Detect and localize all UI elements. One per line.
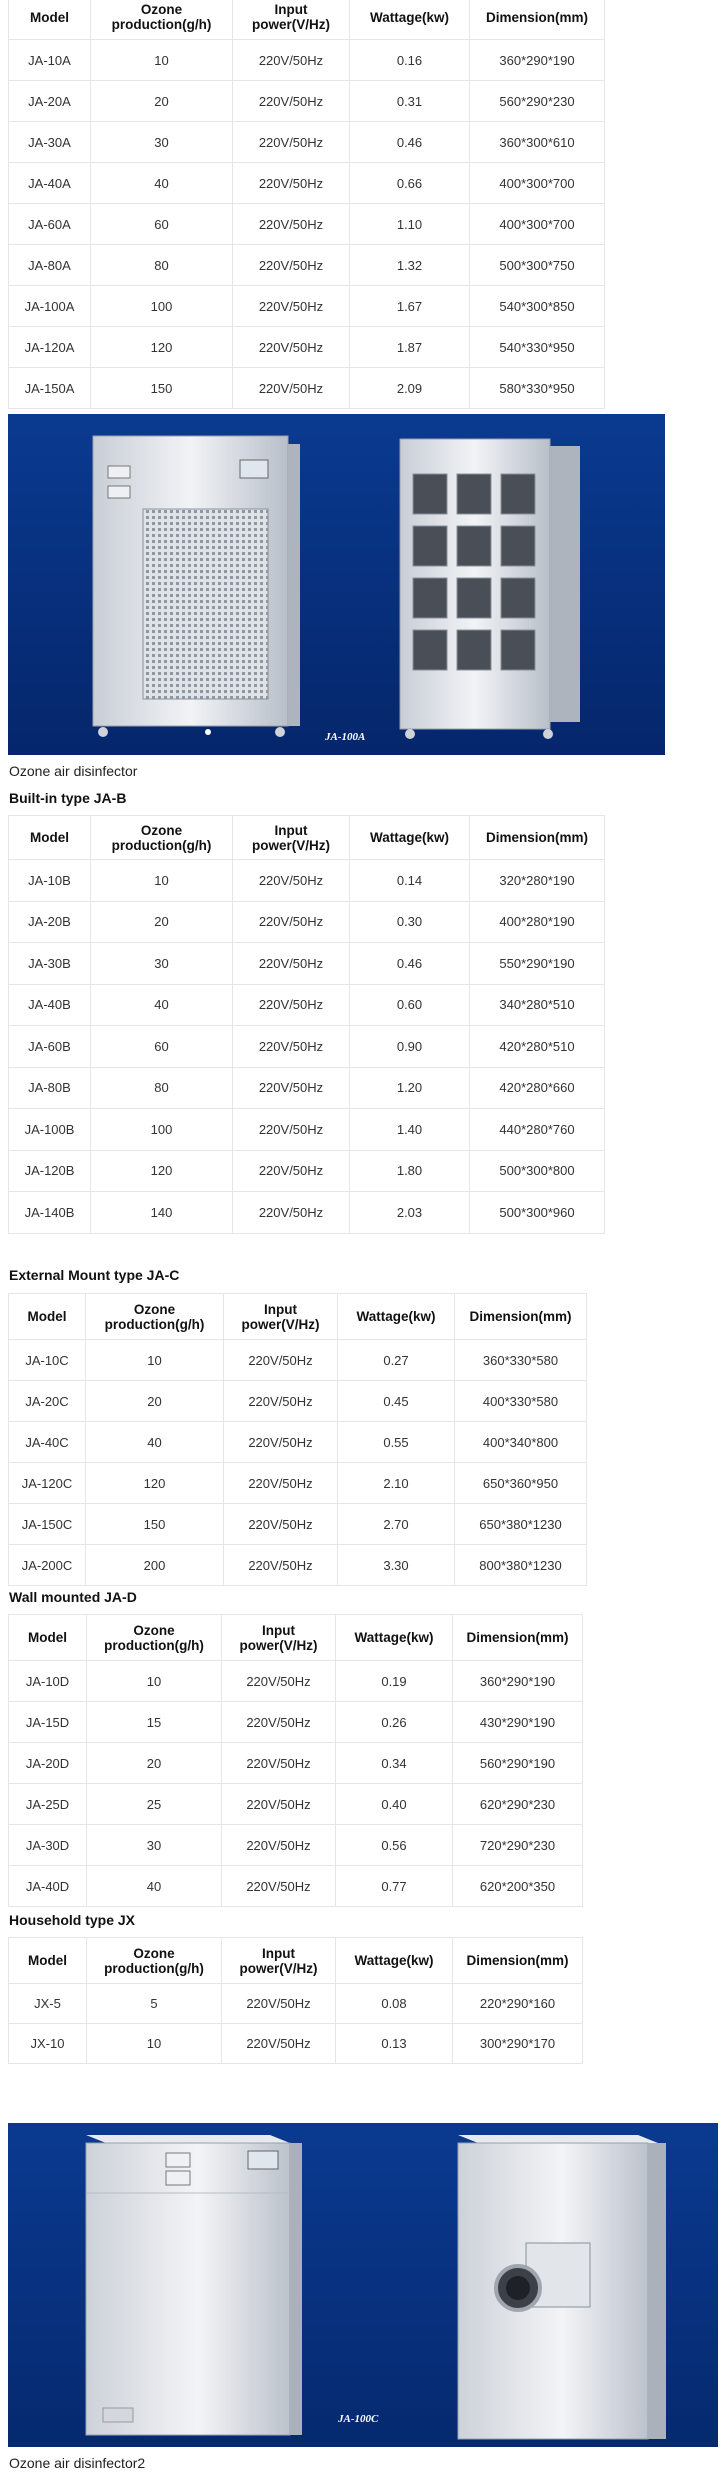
spec-table-jx bbox=[8, 1937, 583, 2064]
column-header-power: Input power(V/Hz) bbox=[224, 1294, 338, 1340]
cell-dimension: 620*200*350 bbox=[453, 1866, 583, 1907]
table-row bbox=[9, 1109, 605, 1151]
spec-table-ja-b bbox=[8, 815, 605, 1234]
table-row bbox=[9, 1463, 587, 1504]
column-header-wattage: Wattage(kw) bbox=[336, 1615, 453, 1661]
cell-power: 220V/50Hz bbox=[224, 1463, 338, 1504]
table-row bbox=[9, 1661, 583, 1702]
table-row bbox=[9, 1381, 587, 1422]
section-heading-jx: Household type JX bbox=[9, 1912, 136, 1928]
cell-ozone: 30 bbox=[91, 943, 233, 985]
table-header-row bbox=[9, 816, 605, 860]
table-row bbox=[9, 327, 605, 368]
cell-ozone: 10 bbox=[91, 860, 233, 902]
cell-wattage: 0.19 bbox=[336, 1661, 453, 1702]
column-header-dimension: Dimension(mm) bbox=[470, 0, 605, 40]
cell-model: JA-10D bbox=[9, 1661, 87, 1702]
cell-power: 220V/50Hz bbox=[224, 1545, 338, 1586]
column-header-ozone: Ozone production(g/h) bbox=[91, 816, 233, 860]
column-header-wattage: Wattage(kw) bbox=[350, 0, 470, 40]
section-heading-ja-c: External Mount type JA-C bbox=[9, 1267, 180, 1283]
cell-dimension: 360*290*190 bbox=[470, 40, 605, 81]
cell-power: 220V/50Hz bbox=[233, 40, 350, 81]
cell-dimension: 620*290*230 bbox=[453, 1784, 583, 1825]
table-row bbox=[9, 2024, 583, 2064]
cell-wattage: 0.46 bbox=[350, 122, 470, 163]
cell-ozone: 40 bbox=[91, 984, 233, 1026]
cell-model: JA-15D bbox=[9, 1702, 87, 1743]
column-header-ozone: Ozone production(g/h) bbox=[91, 0, 233, 40]
cell-ozone: 120 bbox=[86, 1463, 224, 1504]
table-row bbox=[9, 984, 605, 1026]
column-header-model: Model bbox=[9, 816, 91, 860]
cell-wattage: 0.56 bbox=[336, 1825, 453, 1866]
cell-power: 220V/50Hz bbox=[233, 901, 350, 943]
column-header-ozone: Ozone production(g/h) bbox=[86, 1294, 224, 1340]
column-header-model: Model bbox=[9, 1938, 87, 1984]
cell-dimension: 560*290*190 bbox=[453, 1743, 583, 1784]
cell-power: 220V/50Hz bbox=[233, 1026, 350, 1068]
cell-dimension: 400*300*700 bbox=[470, 163, 605, 204]
cell-wattage: 0.14 bbox=[350, 860, 470, 902]
cell-dimension: 540*300*850 bbox=[470, 286, 605, 327]
table-row bbox=[9, 368, 605, 409]
cell-dimension: 400*280*190 bbox=[470, 901, 605, 943]
cell-ozone: 120 bbox=[91, 1150, 233, 1192]
cell-model: JA-20B bbox=[9, 901, 91, 943]
cell-model: JA-10A bbox=[9, 40, 91, 81]
cell-dimension: 500*300*800 bbox=[470, 1150, 605, 1192]
cell-ozone: 10 bbox=[86, 1340, 224, 1381]
cell-ozone: 15 bbox=[87, 1702, 222, 1743]
cell-dimension: 540*330*950 bbox=[470, 327, 605, 368]
cell-wattage: 1.10 bbox=[350, 204, 470, 245]
table-row bbox=[9, 245, 605, 286]
cell-wattage: 0.08 bbox=[336, 1984, 453, 2024]
table-row bbox=[9, 163, 605, 204]
cell-power: 220V/50Hz bbox=[233, 1067, 350, 1109]
spec-table-ja-c bbox=[8, 1293, 587, 1586]
table-header-row bbox=[9, 1938, 583, 1984]
cell-ozone: 60 bbox=[91, 1026, 233, 1068]
table-row bbox=[9, 1784, 583, 1825]
cell-model: JA-120A bbox=[9, 327, 91, 368]
cell-power: 220V/50Hz bbox=[222, 1784, 336, 1825]
table-row bbox=[9, 1866, 583, 1907]
cell-power: 220V/50Hz bbox=[233, 163, 350, 204]
cell-wattage: 3.30 bbox=[338, 1545, 455, 1586]
cell-power: 220V/50Hz bbox=[233, 1150, 350, 1192]
cell-model: JA-30D bbox=[9, 1825, 87, 1866]
cell-dimension: 320*280*190 bbox=[470, 860, 605, 902]
column-header-dimension: Dimension(mm) bbox=[453, 1615, 583, 1661]
cell-wattage: 0.34 bbox=[336, 1743, 453, 1784]
cell-dimension: 650*380*1230 bbox=[455, 1504, 587, 1545]
cell-model: JA-80A bbox=[9, 245, 91, 286]
cell-ozone: 100 bbox=[91, 286, 233, 327]
cell-power: 220V/50Hz bbox=[222, 2024, 336, 2064]
cell-model: JA-200C bbox=[9, 1545, 86, 1586]
table-row bbox=[9, 943, 605, 985]
photo-model-label: JA-100C bbox=[338, 2413, 379, 2425]
table-row bbox=[9, 286, 605, 327]
cell-wattage: 0.45 bbox=[338, 1381, 455, 1422]
cell-power: 220V/50Hz bbox=[233, 245, 350, 286]
table-row bbox=[9, 1825, 583, 1866]
cell-wattage: 1.20 bbox=[350, 1067, 470, 1109]
cell-ozone: 10 bbox=[87, 2024, 222, 2064]
table-row bbox=[9, 1026, 605, 1068]
cell-dimension: 440*280*760 bbox=[470, 1109, 605, 1151]
table-row bbox=[9, 1743, 583, 1784]
cell-dimension: 400*340*800 bbox=[455, 1422, 587, 1463]
cell-ozone: 20 bbox=[87, 1743, 222, 1784]
cell-power: 220V/50Hz bbox=[233, 860, 350, 902]
table-row bbox=[9, 1984, 583, 2024]
table-row bbox=[9, 1192, 605, 1234]
cell-ozone: 150 bbox=[91, 368, 233, 409]
cell-wattage: 1.87 bbox=[350, 327, 470, 368]
cell-ozone: 140 bbox=[91, 1192, 233, 1234]
column-header-power: Input power(V/Hz) bbox=[222, 1615, 336, 1661]
cell-model: JA-20D bbox=[9, 1743, 87, 1784]
table-row bbox=[9, 1422, 587, 1463]
column-header-dimension: Dimension(mm) bbox=[470, 816, 605, 860]
cell-ozone: 80 bbox=[91, 245, 233, 286]
cell-model: JX-10 bbox=[9, 2024, 87, 2064]
cell-ozone: 60 bbox=[91, 204, 233, 245]
cell-dimension: 720*290*230 bbox=[453, 1825, 583, 1866]
column-header-power: Input power(V/Hz) bbox=[233, 816, 350, 860]
table-row bbox=[9, 1504, 587, 1545]
column-header-power: Input power(V/Hz) bbox=[222, 1938, 336, 1984]
cell-power: 220V/50Hz bbox=[233, 327, 350, 368]
cell-wattage: 0.40 bbox=[336, 1784, 453, 1825]
cell-dimension: 580*330*950 bbox=[470, 368, 605, 409]
section-heading-ja-d: Wall mounted JA-D bbox=[9, 1589, 137, 1605]
cell-dimension: 340*280*510 bbox=[470, 984, 605, 1026]
cell-wattage: 0.60 bbox=[350, 984, 470, 1026]
cell-dimension: 500*300*750 bbox=[470, 245, 605, 286]
cell-dimension: 420*280*660 bbox=[470, 1067, 605, 1109]
table-row bbox=[9, 1340, 587, 1381]
photo-caption: Ozone air disinfector bbox=[9, 763, 138, 779]
cell-model: JA-20A bbox=[9, 81, 91, 122]
cell-wattage: 0.90 bbox=[350, 1026, 470, 1068]
cell-power: 220V/50Hz bbox=[222, 1984, 336, 2024]
cell-power: 220V/50Hz bbox=[233, 122, 350, 163]
table-header-row bbox=[9, 1294, 587, 1340]
cell-dimension: 560*290*230 bbox=[470, 81, 605, 122]
cell-model: JA-40B bbox=[9, 984, 91, 1026]
cell-ozone: 10 bbox=[87, 1661, 222, 1702]
product-photo-ja-100c bbox=[8, 2123, 718, 2447]
cell-model: JA-10C bbox=[9, 1340, 86, 1381]
cell-dimension: 360*330*580 bbox=[455, 1340, 587, 1381]
cell-power: 220V/50Hz bbox=[222, 1702, 336, 1743]
cell-ozone: 10 bbox=[91, 40, 233, 81]
column-header-dimension: Dimension(mm) bbox=[455, 1294, 587, 1340]
table-row bbox=[9, 1150, 605, 1192]
column-header-ozone: Ozone production(g/h) bbox=[87, 1938, 222, 1984]
cell-wattage: 0.30 bbox=[350, 901, 470, 943]
cell-model: JA-30A bbox=[9, 122, 91, 163]
cell-wattage: 0.55 bbox=[338, 1422, 455, 1463]
table-row bbox=[9, 81, 605, 122]
column-header-ozone: Ozone production(g/h) bbox=[87, 1615, 222, 1661]
cell-wattage: 2.09 bbox=[350, 368, 470, 409]
cell-wattage: 1.67 bbox=[350, 286, 470, 327]
cell-wattage: 2.10 bbox=[338, 1463, 455, 1504]
cell-model: JA-100B bbox=[9, 1109, 91, 1151]
cell-power: 220V/50Hz bbox=[222, 1743, 336, 1784]
cell-dimension: 220*290*160 bbox=[453, 1984, 583, 2024]
cell-model: JA-40C bbox=[9, 1422, 86, 1463]
cell-model: JA-40D bbox=[9, 1866, 87, 1907]
cell-dimension: 400*330*580 bbox=[455, 1381, 587, 1422]
cell-ozone: 40 bbox=[86, 1422, 224, 1463]
cell-dimension: 430*290*190 bbox=[453, 1702, 583, 1743]
cell-power: 220V/50Hz bbox=[224, 1340, 338, 1381]
cell-power: 220V/50Hz bbox=[222, 1866, 336, 1907]
cell-dimension: 650*360*950 bbox=[455, 1463, 587, 1504]
cell-wattage: 0.26 bbox=[336, 1702, 453, 1743]
table-row bbox=[9, 860, 605, 902]
cell-dimension: 360*290*190 bbox=[453, 1661, 583, 1702]
cell-model: JA-140B bbox=[9, 1192, 91, 1234]
column-header-model: Model bbox=[9, 1615, 87, 1661]
cell-power: 220V/50Hz bbox=[233, 1109, 350, 1151]
cell-model: JA-30B bbox=[9, 943, 91, 985]
table-header-row bbox=[9, 0, 605, 40]
cell-ozone: 20 bbox=[91, 901, 233, 943]
cell-model: JA-40A bbox=[9, 163, 91, 204]
cell-power: 220V/50Hz bbox=[233, 943, 350, 985]
cell-ozone: 25 bbox=[87, 1784, 222, 1825]
table-row bbox=[9, 1067, 605, 1109]
column-header-wattage: Wattage(kw) bbox=[338, 1294, 455, 1340]
column-header-model: Model bbox=[9, 1294, 86, 1340]
cell-wattage: 0.31 bbox=[350, 81, 470, 122]
spec-table-ja-d bbox=[8, 1614, 583, 1907]
cell-ozone: 20 bbox=[91, 81, 233, 122]
section-heading-ja-b: Built-in type JA-B bbox=[9, 790, 127, 806]
table-row bbox=[9, 901, 605, 943]
cell-power: 220V/50Hz bbox=[224, 1504, 338, 1545]
cell-power: 220V/50Hz bbox=[222, 1825, 336, 1866]
product-photo-ja-100a bbox=[8, 414, 665, 755]
cell-power: 220V/50Hz bbox=[233, 368, 350, 409]
cell-wattage: 2.70 bbox=[338, 1504, 455, 1545]
table-header-row bbox=[9, 1615, 583, 1661]
photo-caption: Ozone air disinfector2 bbox=[9, 2455, 146, 2471]
photo-model-label: JA-100A bbox=[325, 731, 366, 743]
cell-dimension: 300*290*170 bbox=[453, 2024, 583, 2064]
cell-power: 220V/50Hz bbox=[222, 1661, 336, 1702]
spec-table-ja-a bbox=[8, 0, 605, 409]
cell-wattage: 1.32 bbox=[350, 245, 470, 286]
table-row bbox=[9, 122, 605, 163]
cell-ozone: 30 bbox=[91, 122, 233, 163]
cell-power: 220V/50Hz bbox=[224, 1381, 338, 1422]
column-header-dimension: Dimension(mm) bbox=[453, 1938, 583, 1984]
cell-ozone: 40 bbox=[91, 163, 233, 204]
cell-wattage: 0.77 bbox=[336, 1866, 453, 1907]
cell-ozone: 150 bbox=[86, 1504, 224, 1545]
column-header-model: Model bbox=[9, 0, 91, 40]
table-row bbox=[9, 1545, 587, 1586]
cell-model: JA-10B bbox=[9, 860, 91, 902]
cell-wattage: 2.03 bbox=[350, 1192, 470, 1234]
table-row bbox=[9, 40, 605, 81]
cell-wattage: 1.40 bbox=[350, 1109, 470, 1151]
cell-model: JA-25D bbox=[9, 1784, 87, 1825]
cell-model: JA-60A bbox=[9, 204, 91, 245]
cell-model: JA-120C bbox=[9, 1463, 86, 1504]
cell-ozone: 20 bbox=[86, 1381, 224, 1422]
cell-dimension: 550*290*190 bbox=[470, 943, 605, 985]
cell-dimension: 400*300*700 bbox=[470, 204, 605, 245]
table-row bbox=[9, 204, 605, 245]
cell-dimension: 800*380*1230 bbox=[455, 1545, 587, 1586]
cell-power: 220V/50Hz bbox=[233, 1192, 350, 1234]
cell-ozone: 80 bbox=[91, 1067, 233, 1109]
cell-model: JA-60B bbox=[9, 1026, 91, 1068]
cell-wattage: 0.16 bbox=[350, 40, 470, 81]
cell-ozone: 30 bbox=[87, 1825, 222, 1866]
column-header-power: Input power(V/Hz) bbox=[233, 0, 350, 40]
cell-model: JA-150C bbox=[9, 1504, 86, 1545]
cell-model: JA-80B bbox=[9, 1067, 91, 1109]
cell-power: 220V/50Hz bbox=[233, 984, 350, 1026]
cell-model: JA-20C bbox=[9, 1381, 86, 1422]
table-row bbox=[9, 1702, 583, 1743]
column-header-wattage: Wattage(kw) bbox=[350, 816, 470, 860]
cell-model: JA-120B bbox=[9, 1150, 91, 1192]
cell-model: JX-5 bbox=[9, 1984, 87, 2024]
cell-wattage: 0.46 bbox=[350, 943, 470, 985]
cell-power: 220V/50Hz bbox=[224, 1422, 338, 1463]
cell-dimension: 420*280*510 bbox=[470, 1026, 605, 1068]
cell-ozone: 40 bbox=[87, 1866, 222, 1907]
cell-wattage: 0.66 bbox=[350, 163, 470, 204]
cell-ozone: 200 bbox=[86, 1545, 224, 1586]
cell-ozone: 5 bbox=[87, 1984, 222, 2024]
cell-power: 220V/50Hz bbox=[233, 204, 350, 245]
cell-model: JA-100A bbox=[9, 286, 91, 327]
cell-model: JA-150A bbox=[9, 368, 91, 409]
cell-wattage: 1.80 bbox=[350, 1150, 470, 1192]
cell-wattage: 0.27 bbox=[338, 1340, 455, 1381]
cell-ozone: 120 bbox=[91, 327, 233, 368]
column-header-wattage: Wattage(kw) bbox=[336, 1938, 453, 1984]
cell-dimension: 360*300*610 bbox=[470, 122, 605, 163]
cell-power: 220V/50Hz bbox=[233, 81, 350, 122]
cell-power: 220V/50Hz bbox=[233, 286, 350, 327]
cell-dimension: 500*300*960 bbox=[470, 1192, 605, 1234]
cell-ozone: 100 bbox=[91, 1109, 233, 1151]
cell-wattage: 0.13 bbox=[336, 2024, 453, 2064]
